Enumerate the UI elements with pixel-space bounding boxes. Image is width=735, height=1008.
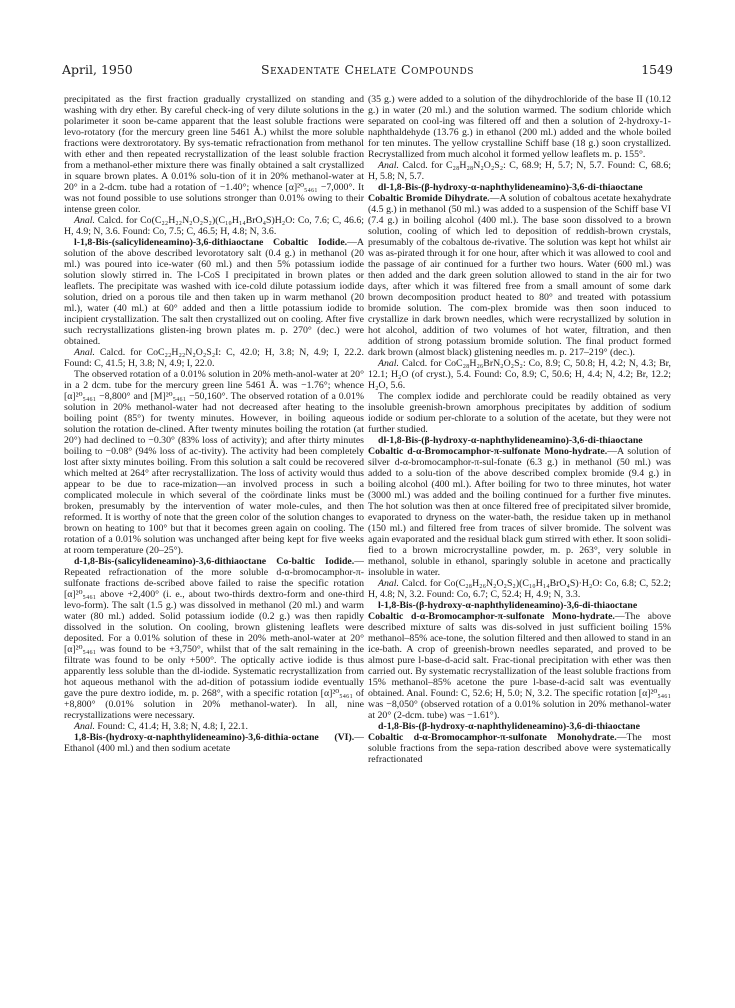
paragraph-heading: dl-1,8-Bis-(β-hydroxy-α-naphthylideneamino)-3,6-di-thiaoctane Cobaltic d-α-Bromocamphor-π-sulfonate Mono-hydrate. xyxy=(368,435,643,457)
paragraph-heading: l-1,8-Bis-(salicylideneamino)-3,6-dithiaoctane Cobaltic Iodide. xyxy=(74,237,348,248)
analysis-label: Anal. xyxy=(74,347,95,358)
analysis-label: Anal. xyxy=(74,721,95,732)
paragraph-text: Calcd. for CoC₂₈H₂₆BrN₂O₂S₂: Co, 8.9; C, 50.8; H, 4.2; N, 4.3; Br, 12.1; H₂O (of cryst.), 5.4. Found: Co, 8.9; C, 50.6; H, 4.4; N, 4.2; Br, 12.2; H₂O, 5.6. xyxy=(368,358,671,391)
paragraph-heading: 1,8-Bis-(hydroxy-α-naphthylideneamino)-3,6-dithia-octane (VI). xyxy=(74,732,355,743)
paragraph xyxy=(368,182,671,358)
paragraph xyxy=(64,556,364,721)
paragraph xyxy=(64,347,364,369)
paragraph-text: Calcd. for Co(C₂₂H₂₂N₂O₂S₂)(C₁₀H₁₄BrO₄S)H₂O: Co, 7.6; C, 46.6; H, 4.9; N, 3.6. Found: Co, 7.5; C, 46.5; H, 4.8; N, 3.6. xyxy=(64,215,364,237)
analysis-label: Anal. xyxy=(378,160,399,171)
paragraph-heading: l-1,8-Bis-(β-hydroxy-α-naphthylideneamino)-3,6-di-thiaoctane Cobaltic d-α-Bromocamphor-π-sulfonate Mono-hydrate. xyxy=(368,600,638,622)
paragraph-text: Calcd. for Co(C₂₈H₂₆N₂O₂S₂)(C₁₀H₁₄BrO₄S)·H₂O: Co, 6.8; C, 52.2; H, 4.8; N, 3.2. Found: Co, 6.7; C, 52.4; H, 4.9; N, 3.3. xyxy=(368,578,671,600)
paragraph xyxy=(368,160,671,182)
analysis-label: Anal. xyxy=(74,215,95,226)
right-column xyxy=(368,94,671,994)
paragraph-text: The complex iodide and perchlorate could be readily obtained as very insoluble greenish-brown amorphous precipitates by addition of sodium iodide or sodium per-chlorate to a solution of the acetate, but they were not further studied. xyxy=(368,391,671,435)
paragraph xyxy=(368,358,671,391)
paragraph-text: —Ethanol (400 ml.) and then sodium acetate xyxy=(64,732,364,754)
left-column xyxy=(64,94,364,994)
paragraph xyxy=(368,721,671,765)
paragraph-heading: dl-1,8-Bis-(β-hydroxy-α-naphthylideneamino)-3,6-di-thiaoctane Cobaltic Bromide Dihydrate. xyxy=(368,182,643,204)
paragraph xyxy=(368,94,671,160)
paragraph xyxy=(64,732,364,754)
paragraph-heading: d-1,8-Bis-(β-hydroxy-α-naphthylideneamino)-3,6-di-thiaoctane Cobaltic d-α-Bromocamphor-π-sulfonate Monohydrate. xyxy=(368,721,640,743)
paragraph xyxy=(368,600,671,721)
paragraph-text: —A solution of the above described levorotatory salt (0.4 g.) in methanol (20 ml.) was poured into ice-water (60 ml.) and then 5% potassium iodide solution slowly stirred in. The l-CoS I precipitated in brown plates or leaflets. The precipitate was washed with ice-cold dilute potassium iodide solution, dried on a porous tile and then taken up in warm methanol (20 ml.), water (40 ml.) at 60° added and then a little potassium iodide to incipient crystallization. The salt then crystallized out on cooling. After five such recrystallizations glisten-ing brown plates m. p. 270° (dec.) were obtained. xyxy=(64,237,364,347)
paragraph xyxy=(64,721,364,732)
paragraph xyxy=(64,237,364,347)
paragraph-text: Calcd. for CoC₂₂H₂₂N₂O₂S₂I: C, 42.0; H, 3.8; N, 4.9; I, 22.2. Found: C, 41.5; H, 3.8; N, 4.9; I, 22.0. xyxy=(64,347,364,369)
paragraph-text: —A solution of cobaltous acetate hexahydrate (4.5 g.) in methanol (50 ml.) was added to a suspension of the Schiff base VI (7.4 g.) in boiling alcohol (400 ml.). The base soon dissolved to a brown solution, cooling of which led to deposition of reddish-brown crystals, presumably of the cobaltous de-rivative. The solution was kept hot whilst air was as-pirated through it for one hour, after which it was allowed to cool and the passage of air continued for a further two hours. Water (600 ml.) was then added and the dark green solution allowed to stand in the air for two days, after which it was filtered free from a small amount of some dark brown decomposition product heated to 80° and treated with potassium bromide solution. The com-plex bromide was then soon induced to crystallize in dark brown needles, which were recrystallized by solution in hot alcohol, addition of two volumes of hot water, filtration, and then addition of strong potassium bromide solution. The final product formed dark brown (almost black) glistening needles m. p. 217–219° (dec.). xyxy=(368,193,671,358)
paragraph-text: —The most soluble fractions from the sepa-ration described above were systematically refractionated xyxy=(368,732,671,765)
paragraph-heading: d-1,8-Bis-(salicylideneamino)-3,6-dithiaoctane Co-baltic Iodide. xyxy=(74,556,355,567)
paragraph-text: —A solution of silver d-α-bromocamphor-π-sul-fonate (6.3 g.) in methanol (50 ml.) was added to a solu-tion of the above described complex bromide (9.4 g.) in boiling alcohol (400 ml.). After boiling for two to three minutes, hot water (3000 ml.) was added and the boiling continued for a further five minutes. The hot solution was then at once filtered free of precipitated silver bromide, evaporated to dryness on the water-bath, the residue taken up in methanol (150 ml.) and filtered free from traces of silver bromide. The solvent was again evaporated and the residual black gum stirred with ether. It soon solidi-fied to a brown microcrystalline powder, m. p. 263°, very soluble in methanol, soluble in ethanol, sparingly soluble in acetone and practically insoluble in water. xyxy=(368,446,671,578)
paragraph-text: Calcd. for C₂₈H₂₈N₂O₂S₂: C, 68.9; H, 5.7; N, 5.7. Found: C, 68.6; H, 5.8; N, 5.7. xyxy=(368,160,671,182)
paragraph xyxy=(368,578,671,600)
paragraph-text: The observed rotation of a 0.01% solution in 20% meth-anol-water at 20° in a 2 dcm. tube for the mercury green line 5461 Å. was −1.76°; whence [α]²⁰₅₄₆₁ −8,800° and [M]²⁰₅₄₆₁ −50,160°. The observed rotation of a 0.01% solution in 20% methanol-water had not decreased after heating to the boiling point (85°) for twenty minutes. However, in boiling aqueous solution the rotation de-clined. After twenty minutes boiling the rotation (at 20°) had declined to −0.30° (83% loss of activity); and after thirty minutes boiling to −0.08° (94% loss of ac-tivity). The activity had been completely lost after sixty minutes boiling. From this solution a salt could be recovered which melted at 264° after recrystallization. The loss of activity would thus appear to be due to race-mization—an involved process in such a complicated molecule in which several of the coördinate links must be broken, presumably by the intervention of water mole-cules, and then reformed. It is worthy of note that the green color of the solution changes to brown on heating to 100° but that it becomes green again on cooling. The rotation of a 0.01% solution was unchanged after being kept for five weeks at room temperature (20–25°). xyxy=(64,369,364,556)
paragraph-text: (35 g.) were added to a solution of the dihydrochloride of the base II (10.12 g.) in water (20 ml.) and the solution warmed. The sodium chloride which separated on cool-ing was filtered off and then a solution of 2-hydroxy-1-naphthaldehyde (13.76 g.) in ethanol (200 ml.) added and the whole boiled for ten minutes. The yellow crystalline Schiff base (18 g.) soon crystallized. Recrystallized from much alcohol it formed yellow leaflets m. p. 155°. xyxy=(368,94,671,160)
paragraph xyxy=(64,215,364,237)
paragraph-text: —The above described mixture of salts was dis-solved in just sufficient boiling 15% methanol–85% ace-tone, the solution filtered and then allowed to stand in an ice-bath. A crop of greenish-brown needles separated, and proved to be almost pure l-base-d-acid salt. Frac-tional precipitation with ether was then carried out. By systematic recrystallization of the least soluble fractions from 15% methanol–85% acetone the pure l-base-d-acid salt was eventually obtained. Anal. Found: C, 52.6; H, 5.0; N, 3.2. The specific rotation [α]²⁰₅₄₆₁ was −8,050° (observed rotation of a 0.01% solution in 20% methanol-water at 20° (2-dcm. tube) was −1.61°). xyxy=(368,611,671,721)
paragraph xyxy=(64,94,364,215)
header-running-title: Sexadentate Chelate Compounds xyxy=(261,62,474,77)
paragraph-text: precipitated as the first fraction gradually crystallized on standing and washing with dry ether. By careful check-ing of very dilute solutions in the polarimeter it soon be-came apparent that the least soluble fractions were levo-rotatory (for the mercury green line 5461 Å.) whilst the more soluble fractions were dextrorotatory. By sys-tematic refractionation from methanol with ether and then repeated recrystallization of the least soluble fraction from a methanol-ether mixture there was finally obtained a salt crystallized in square brown plates. A 0.01% solu-tion of it in 20% methanol-water at 20° in a 2-dcm. tube had a rotation of −1.40°; whence [α]²⁰₅₄₆₁ −7,000°. It was not found possible to use solutions stronger than 0.01% owing to their intense green color. xyxy=(64,94,364,215)
paragraph xyxy=(368,391,671,435)
paragraph xyxy=(368,435,671,578)
paragraph xyxy=(64,369,364,556)
analysis-label: Anal. xyxy=(378,578,399,589)
analysis-label: Anal. xyxy=(378,358,399,369)
header-page-number: 1549 xyxy=(641,62,673,77)
header-date: April, 1950 xyxy=(62,62,133,77)
page-header xyxy=(62,62,673,80)
paragraph-text: Found: C, 41.4; H, 3.8; N, 4.8; I, 22.1. xyxy=(94,721,248,732)
paragraph-text: —Repeated refractionation of the more soluble d-α-bromocamphor-π-sulfonate fractions de-scribed above failed to raise the specific rotation [α]²⁰₅₄₆₁ above +2,400° (i. e., about two-thirds dextro-form and one-third levo-form). The salt (1.5 g.) was dissolved in methanol (20 ml.) and warm water (80 ml.) added. Solid potassium iodide (0.2 g.) was then rapidly dissolved in the solution. On cooling, brown glistening leaflets were deposited. For a 0.01% solution of these in 20% meth-anol-water at 20° [α]²⁰₅₄₆₁ was found to be +3,750°, whilst that of the salt remaining in the filtrate was found to be only +500°. The optically active iodide is thus apparently less soluble than the dl-iodide. Systematic recrystallization from hot aqueous methanol with the ad-dition of potassium iodide eventually gave the pure dextro iodide, m. p. 268°, with a specific rotation [α]²⁰₅₄₆₁ of +8,800° (0.01% solution in 20% methanol-water). In all, nine recrystallizations were necessary. xyxy=(64,556,364,721)
